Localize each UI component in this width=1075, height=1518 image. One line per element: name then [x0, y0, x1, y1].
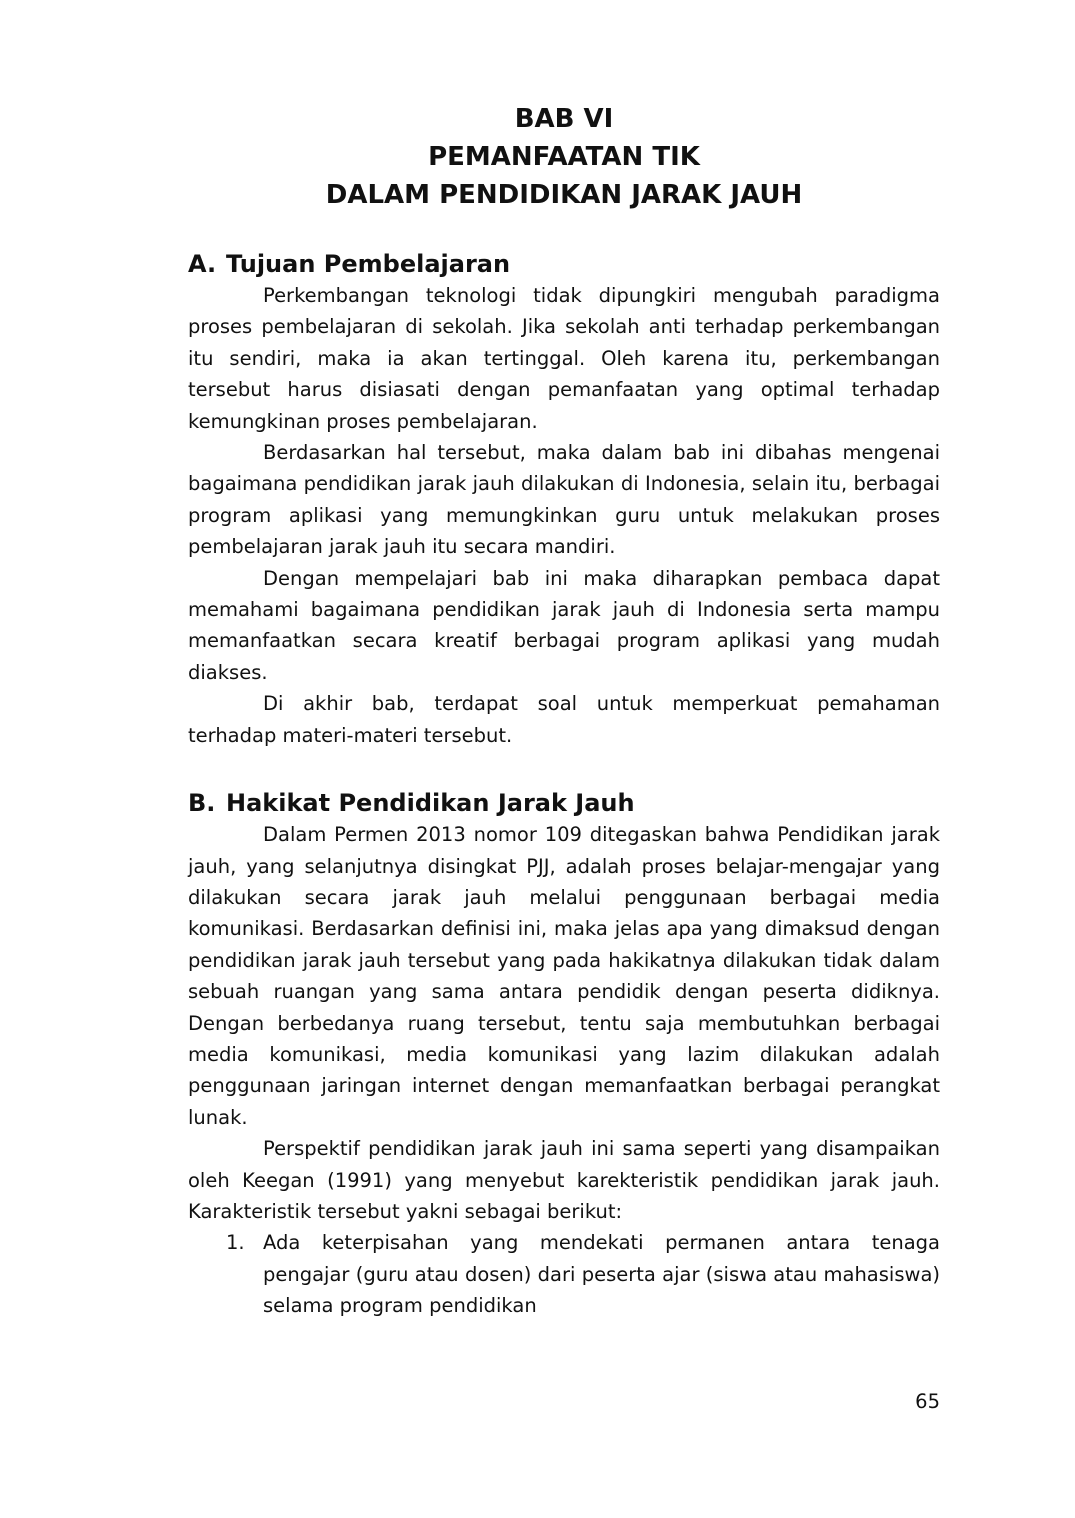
chapter-title-line-2: DALAM PENDIDIKAN JARAK JAUH — [325, 180, 803, 210]
section-a-heading — [188, 248, 940, 280]
list-item — [188, 1227, 940, 1321]
list-item-number: 1. — [226, 1231, 245, 1255]
page-number: 65 — [915, 1390, 940, 1413]
section-a-paragraph-1: Perkembangan teknologi tidak dipungkiri mengubah paradigma proses pembelajaran di sekolah. Jika sekolah anti terhadap perkembangan itu sendiri, maka ia akan tertinggal. Oleh karena itu, perkembangan tersebut harus disiasati dengan pemanfaatan yang optimal terhadap kemungkinan proses pembelajaran. — [188, 284, 940, 433]
section-b-letter: B. — [188, 789, 216, 818]
section-b — [188, 787, 940, 1322]
section-a-paragraph-4: Di akhir bab, terdapat soal untuk memperkuat pemahaman terhadap materi-materi tersebut. — [188, 692, 940, 747]
chapter-number: BAB VI — [514, 104, 614, 134]
section-b-paragraph-1: Dalam Permen 2013 nomor 109 ditegaskan bahwa Pendidikan jarak jauh, yang selanjutnya disingkat PJJ, adalah proses belajar-mengajar yang dilakukan secara jarak jauh melalui penggunaan berbagai media komunikasi. Berdasarkan definisi ini, maka jelas apa yang dimaksud dengan pendidikan jarak jauh tersebut yang pada hakikatnya dilakukan tidak dalam sebuah ruangan yang sama antara pendidik dengan peserta didiknya. Dengan berbedanya ruang tersebut, tentu saja membutuhkan berbagai media komunikasi, media komunikasi yang lazim dilakukan adalah penggunaan jaringan internet dengan memanfaatkan berbagai perangkat lunak. — [188, 823, 940, 1129]
section-b-paragraph-2: Perspektif pendidikan jarak jauh ini sama seperti yang disampaikan oleh Keegan (1991) yang menyebut karekteristik pendidikan jarak jauh. Karakteristik tersebut yakni sebagai berikut: — [188, 1137, 940, 1223]
section-a — [188, 248, 940, 751]
document-page — [188, 100, 940, 1322]
section-a-letter: A. — [188, 250, 217, 278]
list-item-text: Ada keterpisahan yang mendekati permanen antara tenaga pengajar (guru atau dosen) dari peserta ajar (siswa atau mahasiswa) selama program pendidikan — [263, 1231, 940, 1318]
chapter-title — [188, 100, 940, 214]
section-a-paragraph-3: Dengan mempelajari bab ini maka diharapkan pembaca dapat memahami bagaimana pendidikan jarak jauh di Indonesia serta mampu memanfaatkan secara kreatif berbagai program aplikasi yang mudah diakses. — [188, 566, 940, 684]
section-b-heading — [188, 787, 940, 819]
section-a-title: Tujuan Pembelajaran — [226, 250, 511, 278]
section-a-paragraph-2: Berdasarkan hal tersebut, maka dalam bab ini dibahas mengenai bagaimana pendidikan jarak jauh dilakukan di Indonesia, selain itu, berbagai program aplikasi yang memungkinkan guru untuk melakukan proses pembelajaran jarak jauh itu secara mandiri. — [188, 441, 940, 559]
characteristics-list — [188, 1227, 940, 1321]
section-b-title: Hakikat Pendidikan Jarak Jauh — [226, 789, 635, 818]
chapter-title-line-1: PEMANFAATAN TIK — [428, 142, 700, 172]
